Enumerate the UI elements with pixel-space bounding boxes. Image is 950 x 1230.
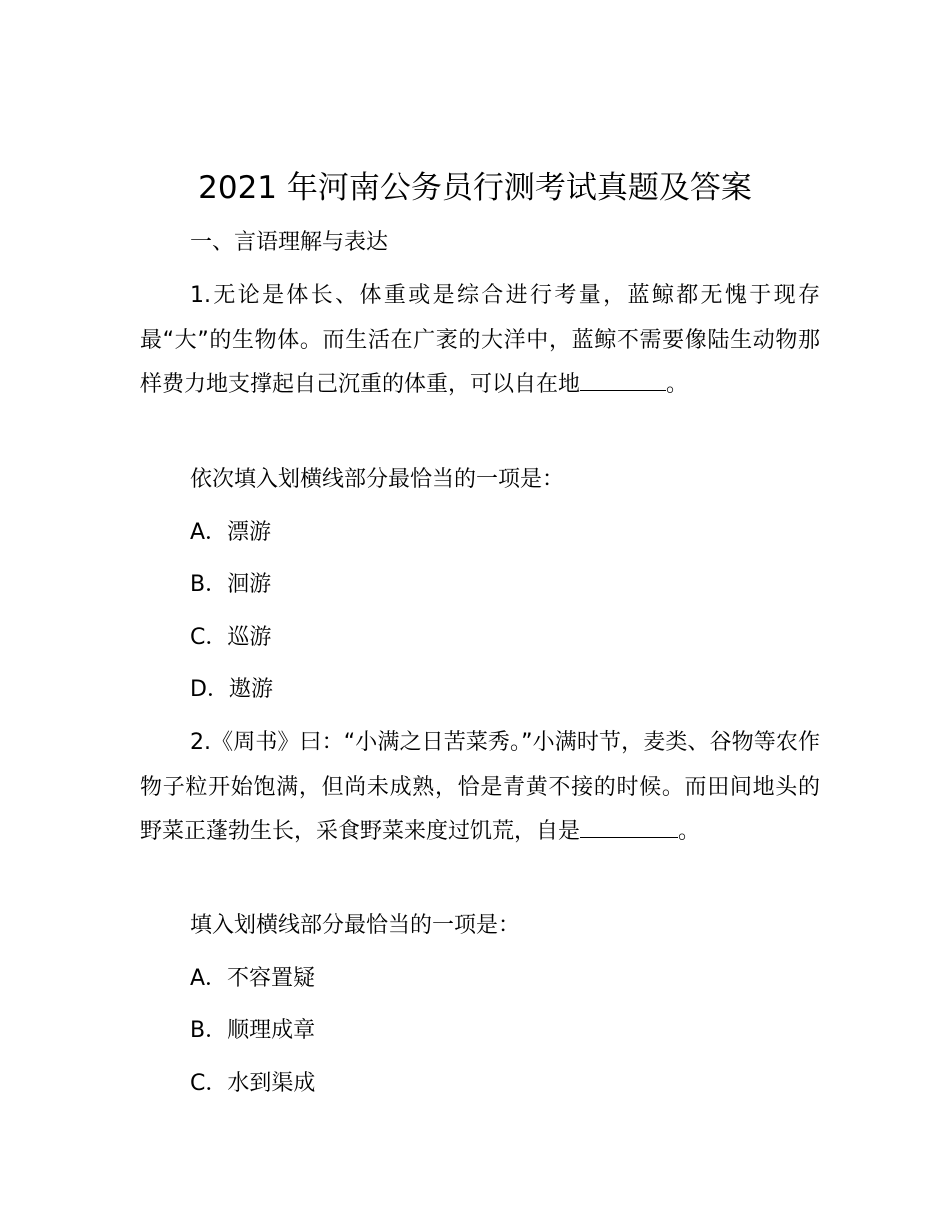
question-2-option-c: C．水到渠成: [190, 1071, 316, 1096]
question-2-option-b: B．顺理成章: [190, 1018, 316, 1043]
question-1-blank: [580, 372, 666, 391]
question-1-prompt: 依次填入划横线部分最恰当的一项是：: [190, 467, 565, 492]
question-2-text-end: 。: [678, 819, 701, 844]
question-1-stem: [140, 274, 820, 408]
question-1-option-b: B．洄游: [190, 572, 272, 597]
document-title: 2021 年河南公务员行测考试真题及答案: [198, 170, 752, 206]
section-heading: 一、言语理解与表达: [190, 230, 389, 255]
question-2-text: 2.《周书》曰：“小满之日苦菜秀。”小满时节，麦类、谷物等农作物子粒开始饱满，但尚未成熟，恰是青黄不接的时候。而田间地头的野菜正蓬勃生长，采食野菜来度过饥荒，自是: [140, 730, 820, 844]
question-1-text-end: 。: [666, 372, 689, 397]
question-1-text: 1.无论是体长、体重或是综合进行考量，蓝鲸都无愧于现存最“大”的生物体。而生活在广袤的大洋中，蓝鲸不需要像陆生动物那样费力地支撑起自己沉重的体重，可以自在地: [140, 283, 820, 397]
question-2-blank: [580, 819, 678, 838]
question-2-stem: [140, 721, 820, 855]
question-1-option-c: C．巡游: [190, 625, 272, 650]
question-2-option-a: A．不容置疑: [190, 966, 316, 991]
question-2-prompt: 填入划横线部分最恰当的一项是：: [190, 913, 521, 938]
question-1-option-a: A．漂游: [190, 520, 272, 545]
question-1-option-d: D．遨游: [190, 677, 273, 702]
